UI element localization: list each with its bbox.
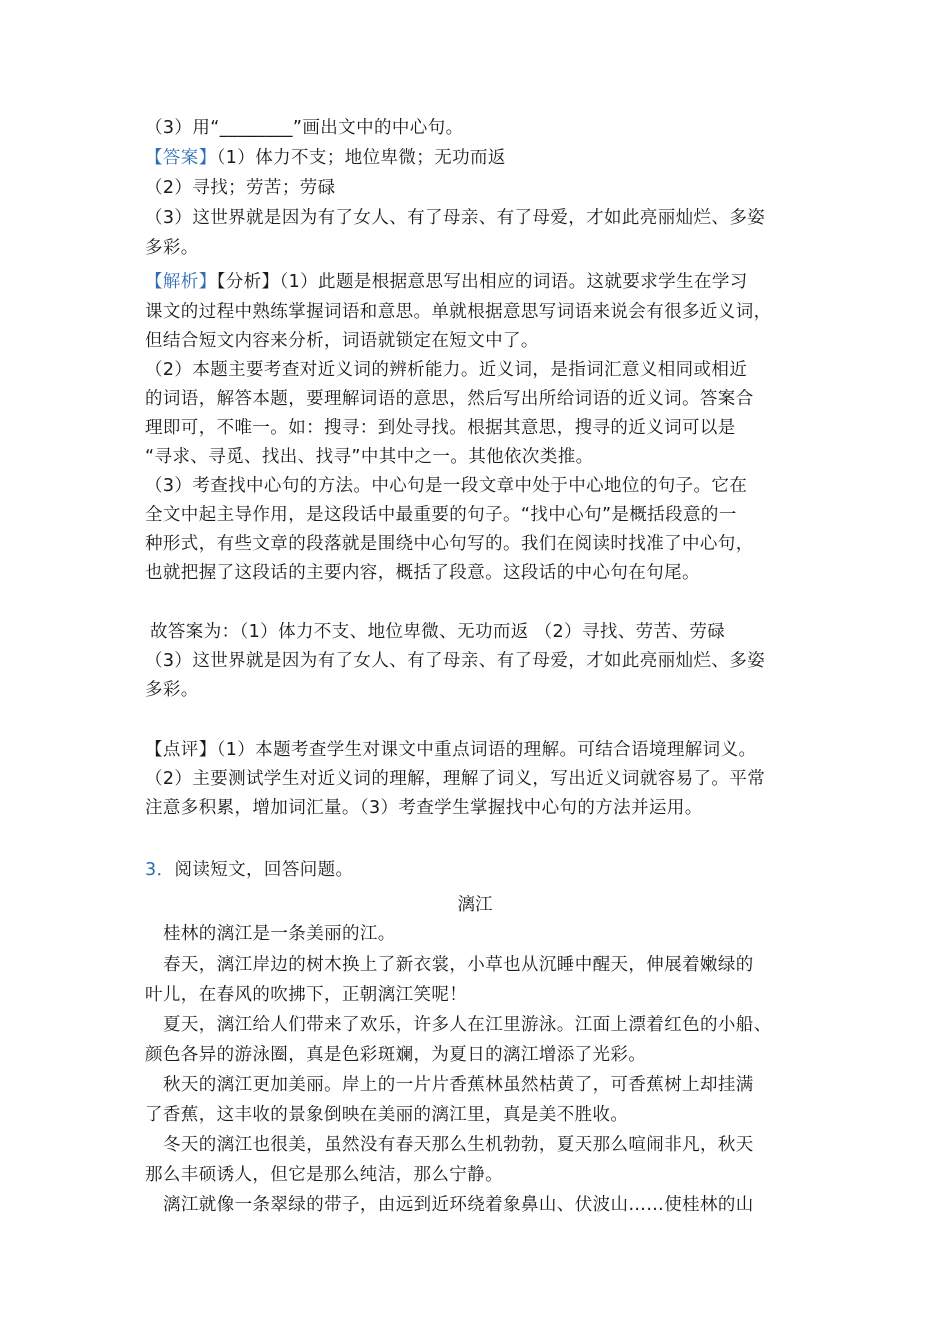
passage-title: 漓江 <box>457 895 493 915</box>
question-3-instruction: （3）用“________”画出文中的中心句。 <box>145 118 464 138</box>
passage-paragraph-2-line-2: 叶儿，在春风的吹拂下，正朝漓江笑呢！ <box>145 985 468 1005</box>
conclusion-line-1: 故答案为：（1）体力不支、地位卑微、无功而返 （2）寻找、劳苦、劳碌 <box>150 622 726 642</box>
analysis-line-6: 理即可，不唯一。如：搜寻：到处寻找。根据其意思，搜寻的近义词可以是 <box>145 418 736 438</box>
conclusion-line-2: （3）这世界就是因为有了女人、有了母亲、有了母爱，才如此亮丽灿烂、多姿 <box>145 651 766 671</box>
analysis-line-2: 课文的过程中熟练掌握词语和意思。单就根据意思写词语来说会有很多近义词， <box>145 302 772 322</box>
passage-paragraph-3-line-2: 颜色各异的游泳圈，真是色彩斑斓，为夏日的漓江增添了光彩。 <box>145 1045 647 1065</box>
passage-paragraph-6-line-1: 漓江就像一条翠绿的带子，由远到近环绕着象鼻山、伏波山……使桂林的山 <box>163 1195 754 1215</box>
passage-paragraph-5-line-2: 那么丰硕诱人，但它是那么纯洁，那么宁静。 <box>145 1165 503 1185</box>
conclusion-line-3: 多彩。 <box>145 680 199 700</box>
review-line-2: （2）主要测试学生对近义词的理解，理解了词义，写出近义词就容易了。平常 <box>145 769 766 789</box>
analysis-tag: 【解析】 <box>145 272 217 292</box>
question-3-number: 3． <box>145 860 175 880</box>
analysis-line-11: 也就把握了这段话的主要内容，概括了段意。这段话的中心句在句尾。 <box>145 563 700 583</box>
answer-line-2: （2）寻找；劳苦；劳碌 <box>145 178 336 198</box>
analysis-line-5: 的词语，解答本题，要理解词语的意思，然后写出所给词语的近义词。答案合 <box>145 389 754 409</box>
analysis-line-4: （2）本题主要考查对近义词的辨析能力。近义词，是指词汇意义相同或相近 <box>145 360 748 380</box>
passage-paragraph-4-line-1: 秋天的漓江更加美丽。岸上的一片片香蕉林虽然枯黄了，可香蕉树上却挂满 <box>163 1075 754 1095</box>
review-line-1: 【点评】（1）本题考查学生对课文中重点词语的理解。可结合语境理解词义。 <box>145 740 757 760</box>
passage-paragraph-5-line-1: 冬天的漓江也很美，虽然没有春天那么生机勃勃，夏天那么喧闹非凡，秋天 <box>163 1135 754 1155</box>
answer-line-3: （3）这世界就是因为有了女人、有了母亲、有了母爱，才如此亮丽灿烂、多姿 <box>145 208 766 228</box>
analysis-line-10: 种形式，有些文章的段落就是围绕中心句写的。我们在阅读时找准了中心句， <box>145 534 754 554</box>
passage-paragraph-1: 桂林的漓江是一条美丽的江。 <box>163 924 396 944</box>
question-3-heading <box>145 855 353 885</box>
analysis-line-8: （3）考查找中心句的方法。中心句是一段文章中处于中心地位的句子。它在 <box>145 476 748 496</box>
analysis-line-3: 但结合短文内容来分析，词语就锁定在短文中了。 <box>145 331 539 351</box>
analysis-text-1: 【分析】（1）此题是根据意思写出相应的词语。这就要求学生在学习 <box>216 272 748 292</box>
answer-line-1 <box>145 143 506 173</box>
analysis-line-9: 全文中起主导作用，是这段话中最重要的句子。“找中心句”是概括段意的一 <box>145 505 737 525</box>
analysis-line-1 <box>145 267 748 297</box>
answer-text-1: （1）体力不支；地位卑微；无功而返 <box>216 148 506 168</box>
passage-paragraph-3-line-1: 夏天，漓江给人们带来了欢乐，许多人在江里游泳。江面上漂着红色的小船、 <box>163 1015 772 1035</box>
passage-paragraph-4-line-2: 了香蕉，这丰收的景象倒映在美丽的漓江里，真是美不胜收。 <box>145 1105 629 1125</box>
passage-paragraph-2-line-1: 春天，漓江岸边的树木换上了新衣裳，小草也从沉睡中醒天，伸展着嫩绿的 <box>163 955 754 975</box>
analysis-line-7: “寻求、寻觅、找出、找寻”中其中之一。其他依次类推。 <box>145 447 594 467</box>
answer-tag: 【答案】 <box>145 148 217 168</box>
review-line-3: 注意多积累，增加词汇量。（3）考查学生掌握找中心句的方法并运用。 <box>145 798 703 818</box>
answer-line-4: 多彩。 <box>145 238 199 258</box>
question-3-prompt: 阅读短文，回答问题。 <box>174 860 354 880</box>
